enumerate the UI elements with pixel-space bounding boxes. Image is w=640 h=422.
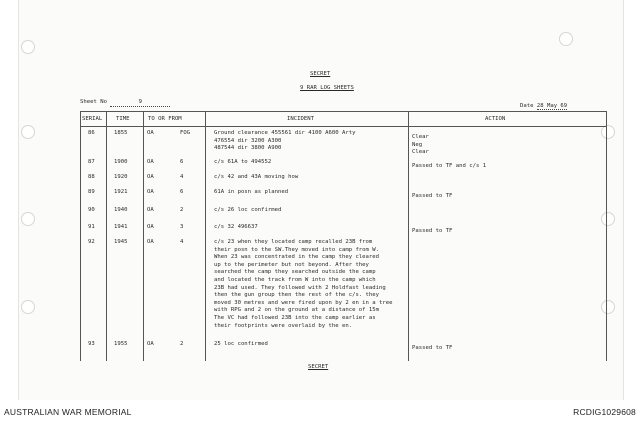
column-rule (408, 111, 409, 361)
incident-line: moved 30 metres and were fired upon by 2 en in a tree (214, 299, 393, 306)
incident-line: with RPG and 2 on the ground at a distance of 15m (214, 307, 380, 314)
column-header-to-or-from: TO OR FROM (148, 116, 182, 122)
row-serial: 90 (88, 207, 95, 213)
column-rule (606, 111, 607, 361)
punch-hole (21, 300, 35, 314)
punch-hole (601, 300, 615, 314)
incident-line: searched the camp they searched outside the camp (214, 269, 376, 276)
row-time: 1920 (114, 174, 128, 180)
row-serial: 92 (88, 239, 95, 245)
row-to: 4 (180, 239, 184, 245)
incident-line: c/s 42 and 43A moving how (214, 174, 299, 180)
row-from: OA (147, 224, 154, 230)
incident-line: When 23 was concentrated in the camp they cleared (214, 254, 380, 261)
column-rule (205, 111, 206, 361)
incident-line: their footprints were overlaid by the en. (214, 322, 353, 329)
column-rule (106, 111, 107, 361)
row-to: 6 (180, 159, 184, 165)
action-line: Passed to TF and c/s 1 (412, 163, 487, 169)
classification-footer: SECRET (308, 364, 329, 370)
incident-line: and located the track from W into the camp which (214, 277, 376, 283)
action-line: Passed to TF (412, 228, 453, 234)
row-to: 2 (180, 341, 184, 347)
sheet-label: Sheet No (80, 99, 107, 105)
classification-header: SECRET (310, 71, 331, 77)
row-from: OA (147, 174, 154, 180)
column-header-incident: INCIDENT (287, 116, 314, 122)
incident-line: up to the perimeter but not beyond. After they (214, 261, 369, 268)
column-rule (80, 111, 81, 361)
row-from: OA (147, 159, 154, 165)
row-to: 4 (180, 174, 184, 180)
row-to: 2 (180, 207, 184, 213)
row-serial: 87 (88, 159, 95, 165)
row-time: 1900 (114, 159, 128, 165)
row-serial: 88 (88, 174, 95, 180)
action-line: Clear (412, 149, 429, 156)
document-title: 9 RAR LOG SHEETS (300, 85, 354, 91)
row-to: 3 (180, 224, 184, 230)
row-to: 6 (180, 189, 184, 195)
incident-line: c/s 26 loc confirmed (214, 207, 282, 213)
row-from: OA (147, 130, 154, 136)
incident-line: 23B had used. They followed with 2 Holdfast leading (214, 284, 386, 291)
punch-hole (21, 40, 35, 54)
action-line: Neg (412, 141, 423, 148)
column-header-action: ACTION (485, 116, 506, 122)
document-page (18, 0, 624, 400)
row-time: 1855 (114, 130, 128, 136)
incident-line: their posn to the SW.They moved into camp from W. (214, 246, 380, 253)
table-top-rule (80, 111, 607, 112)
punch-hole (601, 212, 615, 226)
row-time: 1945 (114, 239, 128, 245)
sheet-value: 9 (110, 99, 170, 107)
row-from: OA (147, 189, 154, 195)
row-serial: 93 (88, 341, 95, 347)
incident-line: 476554 dir 3200 A300 (214, 137, 282, 144)
date-value: 28 May 69 (536, 103, 568, 109)
row-to: FOG (180, 130, 191, 136)
incident-line: 25 loc confirmed (214, 341, 268, 347)
table-header-rule (80, 126, 607, 127)
incident-line: 61A in posn as planned (214, 189, 289, 195)
row-from: OA (147, 207, 154, 213)
row-time: 1941 (114, 224, 128, 230)
row-time: 1940 (114, 207, 128, 213)
row-from: OA (147, 341, 154, 347)
row-serial: 89 (88, 189, 95, 195)
row-serial: 91 (88, 224, 95, 230)
incident-line: Ground clearance 455561 dir 4100 A600 Arty (214, 130, 356, 136)
archive-reference: RCDIG1029608 (573, 407, 636, 417)
row-time: 1921 (114, 189, 128, 195)
row-time: 1955 (114, 341, 128, 347)
incident-line: 487544 dir 3800 A900 (214, 145, 282, 152)
incident-line: The VC had followed 23B into the camp earlier as (214, 315, 376, 321)
action-line: Passed to TF (412, 193, 453, 199)
action-line: Passed to TF (412, 345, 453, 351)
punch-hole (21, 125, 35, 139)
punch-hole (21, 212, 35, 226)
date-label: Date (520, 103, 534, 109)
punch-hole (559, 32, 573, 46)
incident-line: c/s 61A to 494552 (214, 159, 272, 165)
incident-line: c/s 23 when they located camp recalled 23B from (214, 239, 373, 245)
column-header-time: TIME (116, 116, 130, 122)
column-rule (143, 111, 144, 361)
log-date (520, 103, 567, 110)
action-line: Clear (412, 134, 429, 140)
incident-line: then the gun group then the rest of the c/s. they (214, 292, 380, 299)
row-serial: 86 (88, 130, 95, 136)
incident-line: c/s 32 496637 (214, 224, 258, 230)
column-header-serial: SERIAL (82, 116, 103, 122)
archive-credit: AUSTRALIAN WAR MEMORIAL (4, 407, 132, 417)
punch-hole (601, 125, 615, 139)
sheet-number (80, 99, 170, 107)
row-from: OA (147, 239, 154, 245)
